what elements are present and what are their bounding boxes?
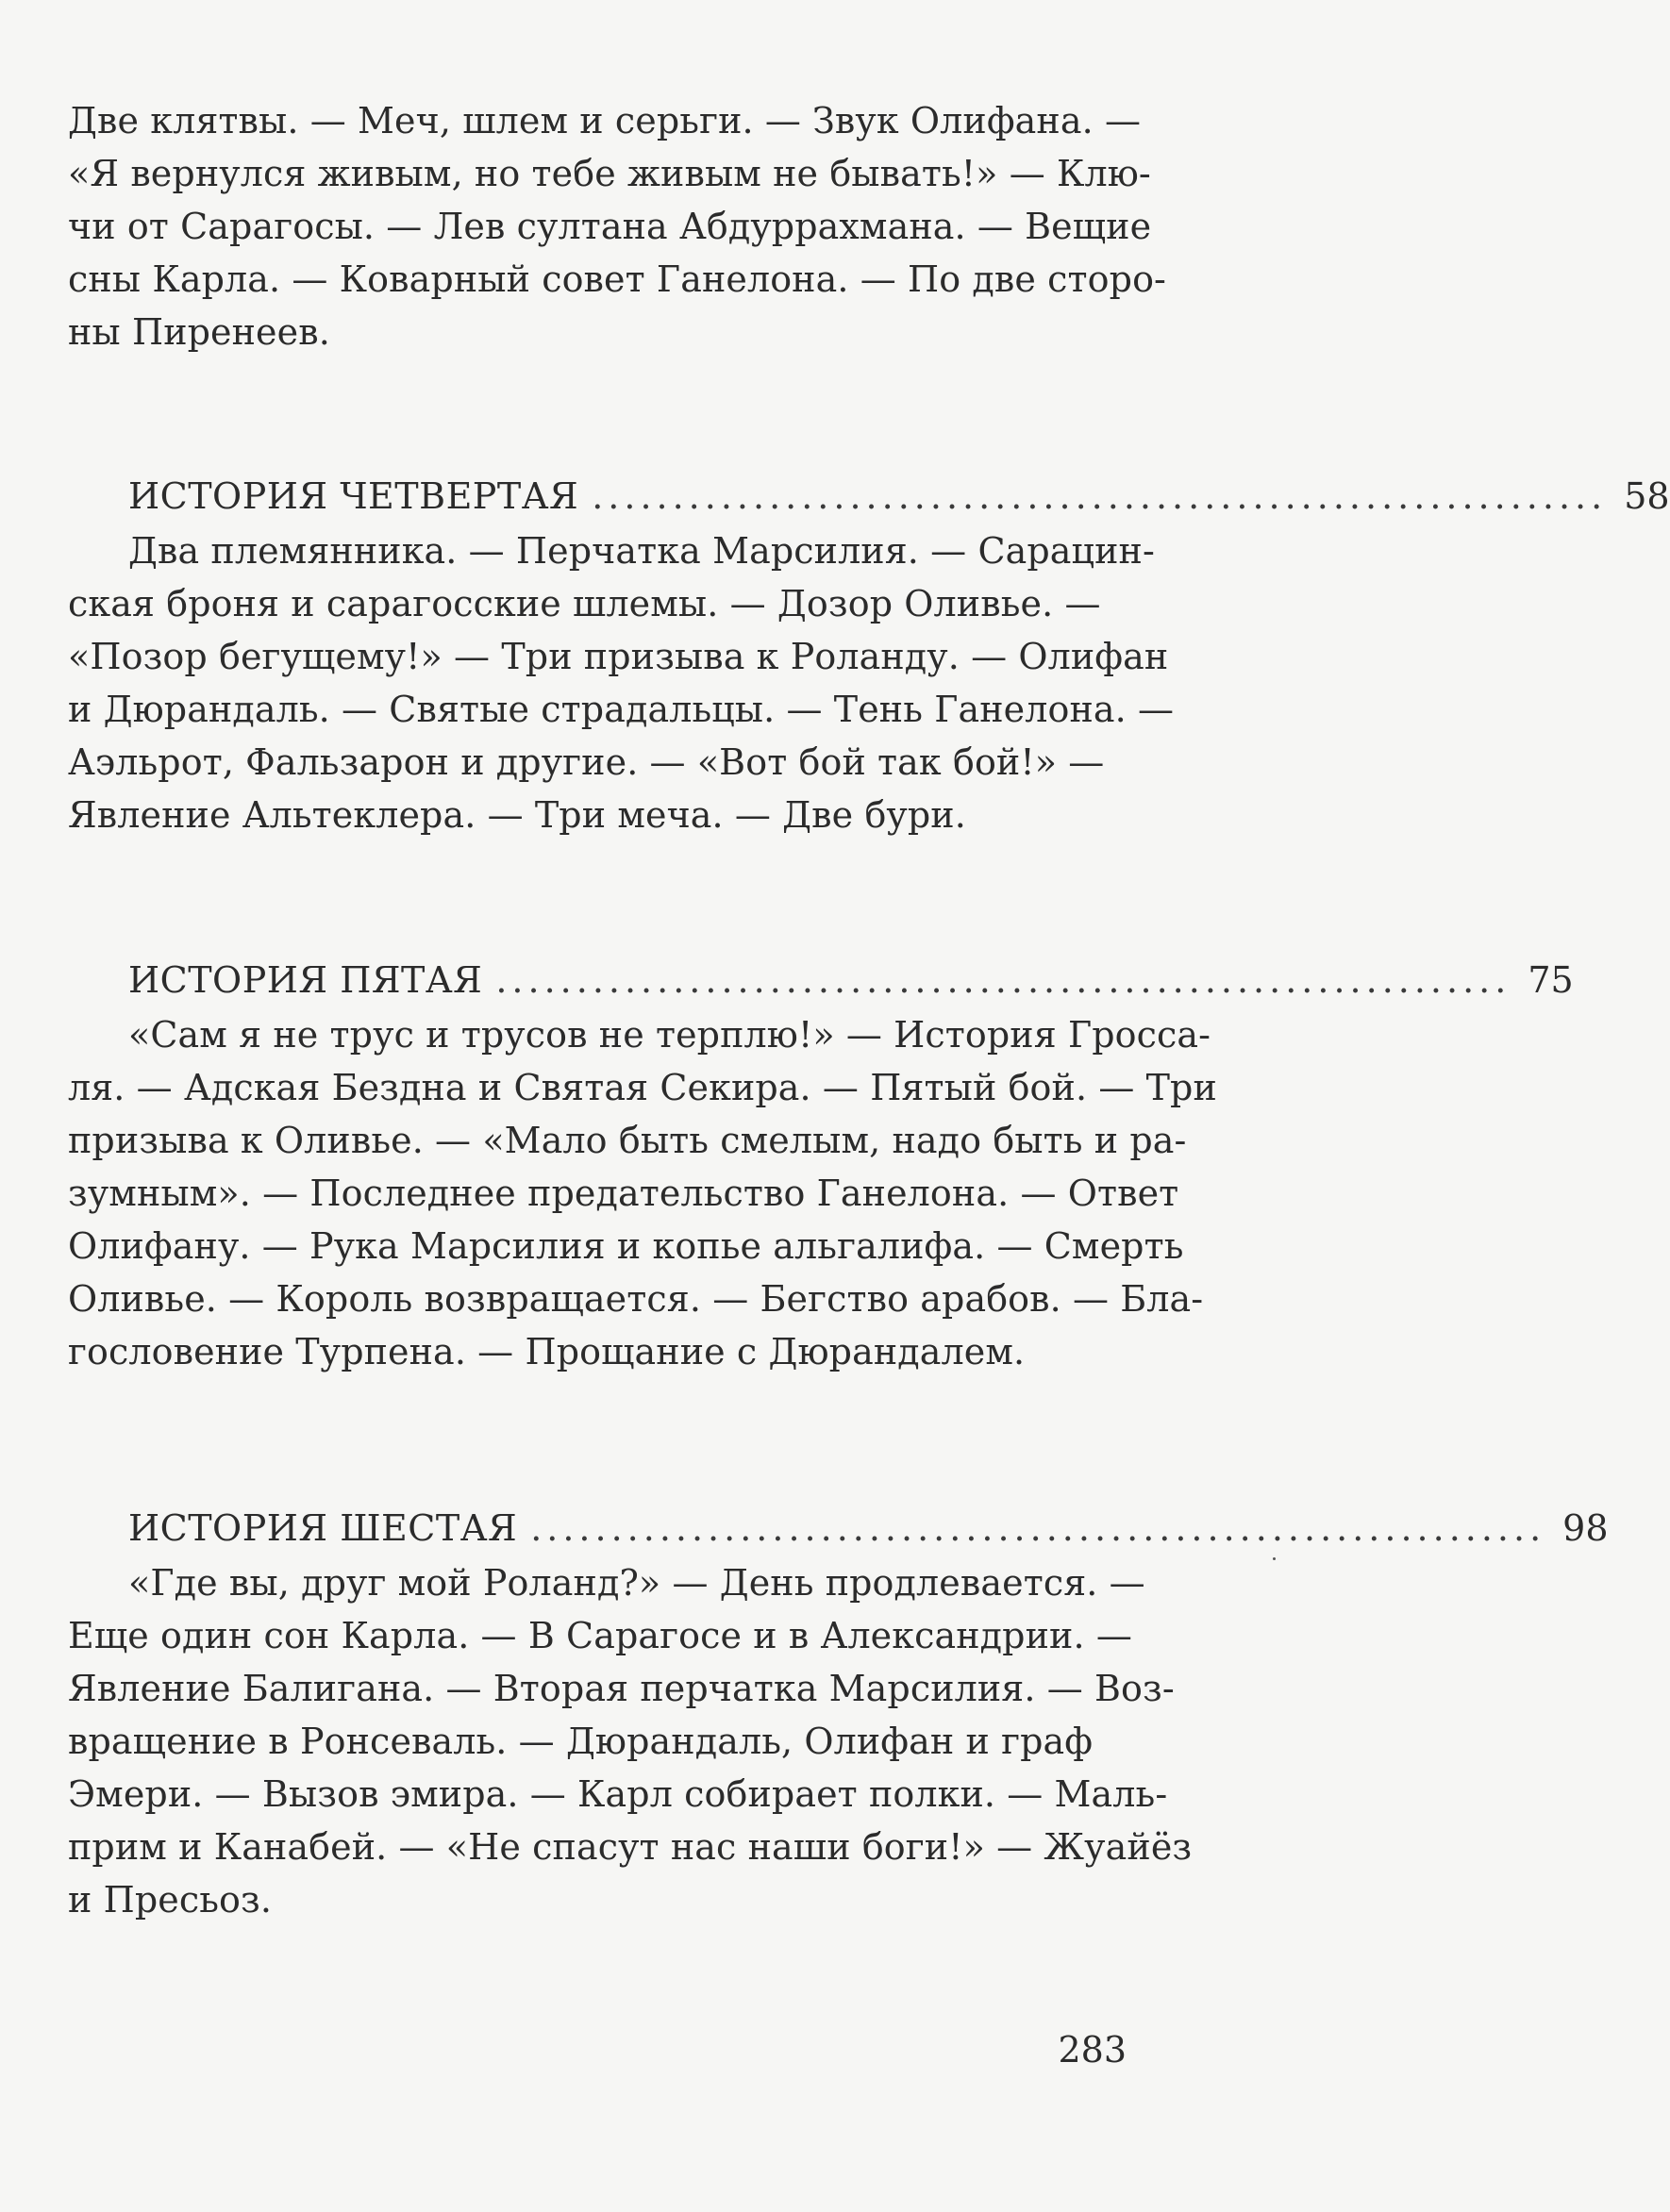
chapter-page-number: 75 (1528, 959, 1574, 1001)
text-line: зумным». — Последнее предательство Ганелона. — Ответ (68, 1173, 1179, 1214)
text-line: Аэльрот, Фальзарон и другие. — «Вот бой так бой!» — (68, 741, 1105, 783)
text-line: ская броня и сарагосские шлемы. — Дозор Оливье. — (68, 583, 1101, 624)
chapter-title: ИСТОРИЯ ЧЕТВЕРТАЯ (128, 475, 579, 517)
dot-leader: ............................................................... (592, 475, 1608, 517)
chapter-page-number: 98 (1562, 1507, 1609, 1549)
text-line: Олифану. — Рука Марсилия и копье альгалифа. — Смерть (68, 1225, 1184, 1267)
text-line: «Сам я не трус и трусов не терплю!» — История Гросса- (128, 1014, 1211, 1056)
chapter-page-number: 58 (1624, 475, 1670, 517)
text-line: прим и Канабей. — «Не спасут нас наши боги!» — Жуайёз (68, 1826, 1193, 1868)
toc-entry-chapter-5 (128, 954, 1574, 1006)
chapter-title: ИСТОРИЯ ПЯТАЯ (128, 959, 483, 1001)
text-line: Еще один сон Карла. — В Сарагосе и в Александрии. — (68, 1615, 1132, 1656)
text-line: ны Пиренеев. (68, 311, 330, 353)
text-line: вращение в Ронсеваль. — Дюрандаль, Олифан и граф (68, 1721, 1094, 1762)
text-line: Оливье. — Король возвращается. — Бегство арабов. — Бла- (68, 1278, 1204, 1320)
text-line: ля. — Адская Бездна и Святая Секира. — Пятый бой. — Три (68, 1067, 1217, 1108)
text-line: чи от Сарагосы. — Лев султана Абдуррахмана. — Вещие (68, 206, 1152, 247)
toc-entry-chapter-4 (128, 470, 1670, 523)
intro-paragraph (68, 94, 1166, 358)
toc-entry-chapter-6 (128, 1502, 1609, 1555)
text-line: Явление Альтеклера. — Три меча. — Две бури. (68, 794, 966, 836)
text-line: Два племянника. — Перчатка Марсилия. — Сарацин- (128, 530, 1155, 572)
chapter-6-summary (68, 1556, 1193, 1926)
text-line: «Я вернулся живым, но тебе живым не бывать!» — Клю- (68, 153, 1151, 194)
text-line: гословение Турпена. — Прощание с Дюрандалем. (68, 1331, 1026, 1372)
speck-mark (1273, 1557, 1276, 1560)
text-line: Явление Балигана. — Вторая перчатка Марсилия. — Воз- (68, 1668, 1175, 1709)
text-line: и Пресьоз. (68, 1879, 273, 1921)
text-line: Эмери. — Вызов эмира. — Карл собирает полки. — Маль- (68, 1773, 1168, 1815)
text-line: «Где вы, друг мой Роланд?» — День продлевается. — (128, 1562, 1145, 1604)
dot-leader: ............................................................... (530, 1507, 1546, 1549)
text-line: «Позор бегущему!» — Три призыва к Роланду. — Олифан (68, 636, 1169, 677)
chapter-5-summary (68, 1008, 1217, 1378)
text-line: призыва к Оливье. — «Мало быть смелым, надо быть и ра- (68, 1120, 1187, 1161)
page-number: 283 (1058, 2029, 1127, 2071)
text-line: сны Карла. — Коварный совет Ганелона. — По две сторо- (68, 258, 1166, 300)
chapter-title: ИСТОРИЯ ШЕСТАЯ (128, 1507, 518, 1549)
text-line: Две клятвы. — Меч, шлем и серьги. — Звук Олифана. — (68, 100, 1142, 141)
text-line: и Дюрандаль. — Святые страдальцы. — Тень Ганелона. — (68, 689, 1175, 730)
chapter-4-summary (68, 524, 1175, 841)
dot-leader: ............................................................... (495, 959, 1511, 1001)
